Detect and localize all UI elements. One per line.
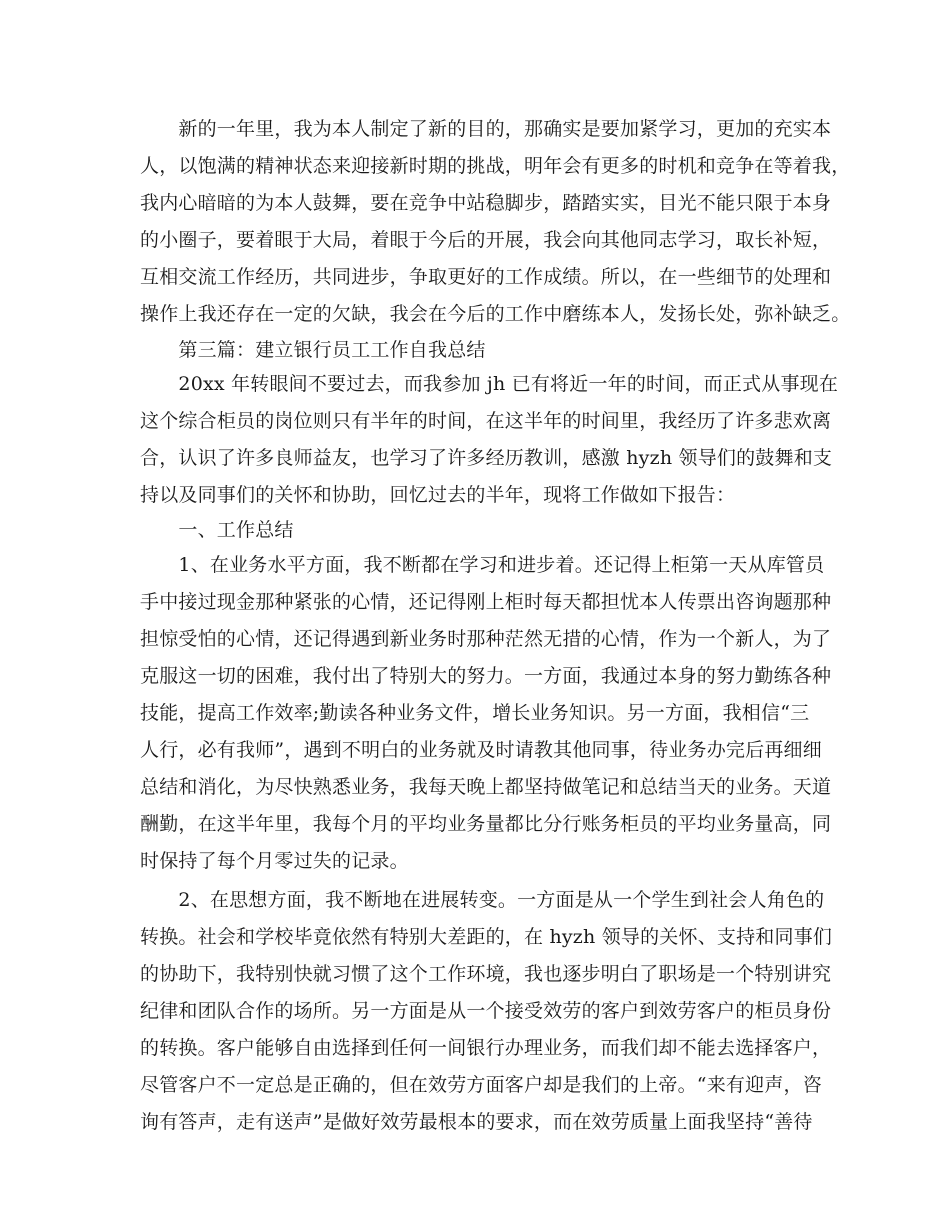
paragraph-line: 2、在思想方面，我不断地在进展转变。一方面是从一个学生到社会人角色的 xyxy=(140,889,825,911)
paragraph-line: 人行，必有我师”，遇到不明白的业务就及时请教其他同事，待业务办完后再细细 xyxy=(140,739,822,761)
paragraph-line: 转换。社会和学校毕竟依然有特别大差距的，在 hyzh 领导的关怀、支持和同事们 xyxy=(140,926,833,948)
paragraph-line: 持以及同事们的关怀和协助，回忆过去的半年，现将工作做如下报告： xyxy=(140,484,736,506)
paragraph-line: 克服这一切的困难，我付出了特别大的努力。一方面，我通过本身的努力勤练各种 xyxy=(140,665,832,687)
paragraph-line: 手中接过现金那种紧张的心情，还记得刚上柜时每天都担忧本人传票出咨询题那种 xyxy=(140,591,832,613)
paragraph-line: 这个综合柜员的岗位则只有半年的时间，在这半年的时间里，我经历了许多悲欢离 xyxy=(140,410,832,432)
paragraph-line: 的协助下，我特别快就习惯了这个工作环境，我也逐步明白了职场是一个特别讲究 xyxy=(140,963,832,985)
paragraph-line: 操作上我还存在一定的欠缺，我会在今后的工作中磨练本人，发扬长处，弥补缺乏。 xyxy=(140,303,851,325)
paragraph-line: 担惊受怕的心情，还记得遇到新业务时那种茫然无措的心情，作为一个新人，为了 xyxy=(140,628,832,650)
paragraph-line: 酬勤，在这半年里，我每个月的平均业务量都比分行账务柜员的平均业务量高，同 xyxy=(140,813,832,835)
paragraph-line: 20xx 年转眼间不要过去，而我参加 jh 已有将近一年的时间，而正式从事现在 xyxy=(140,373,839,395)
paragraph-line: 尽管客户不一定总是正确的，但在效劳方面客户却是我们的上帝。“来有迎声，咨 xyxy=(140,1074,822,1096)
section-heading: 第三篇：建立银行员工工作自我总结 xyxy=(140,339,486,361)
paragraph-line: 技能，提高工作效率;勤读各种业务文件，增长业务知识。另一方面，我相信“三 xyxy=(140,702,810,724)
paragraph-line: 询有答声，走有送声”是做好效劳最根本的要求，而在效劳质量上面我坚持“善待 xyxy=(140,1111,813,1133)
subsection-heading: 一、工作总结 xyxy=(140,519,294,541)
paragraph-line: 时保持了每个月零过失的记录。 xyxy=(140,850,409,872)
paragraph-line: 合，认识了许多良师益友，也学习了许多经历教训，感激 hyzh 领导们的鼓舞和支 xyxy=(140,447,833,469)
paragraph-line: 人，以饱满的精神状态来迎接新时期的挑战，明年会有更多的时机和竞争在等着我， xyxy=(140,155,851,177)
paragraph-line: 的小圈子，要着眼于大局，着眼于今后的开展，我会向其他同志学习，取长补短， xyxy=(140,229,832,251)
paragraph-line: 总结和消化，为尽快熟悉业务，我每天晚上都坚持做笔记和总结当天的业务。天道 xyxy=(140,776,832,798)
paragraph-line: 纪律和团队合作的场所。另一方面是从一个接受效劳的客户到效劳客户的柜员身份 xyxy=(140,1000,832,1022)
paragraph-line: 1、在业务水平方面，我不断都在学习和进步着。还记得上柜第一天从库管员 xyxy=(140,554,825,576)
paragraph-line: 的转换。客户能够自由选择到任何一间银行办理业务，而我们却不能去选择客户， xyxy=(140,1037,832,1059)
paragraph-line: 我内心暗暗的为本人鼓舞，要在竞争中站稳脚步，踏踏实实，目光不能只限于本身 xyxy=(140,192,832,214)
paragraph-line: 互相交流工作经历，共同进步，争取更好的工作成绩。所以，在一些细节的处理和 xyxy=(140,266,832,288)
paragraph-line: 新的一年里，我为本人制定了新的目的，那确实是要加紧学习，更加的充实本 xyxy=(140,118,832,140)
